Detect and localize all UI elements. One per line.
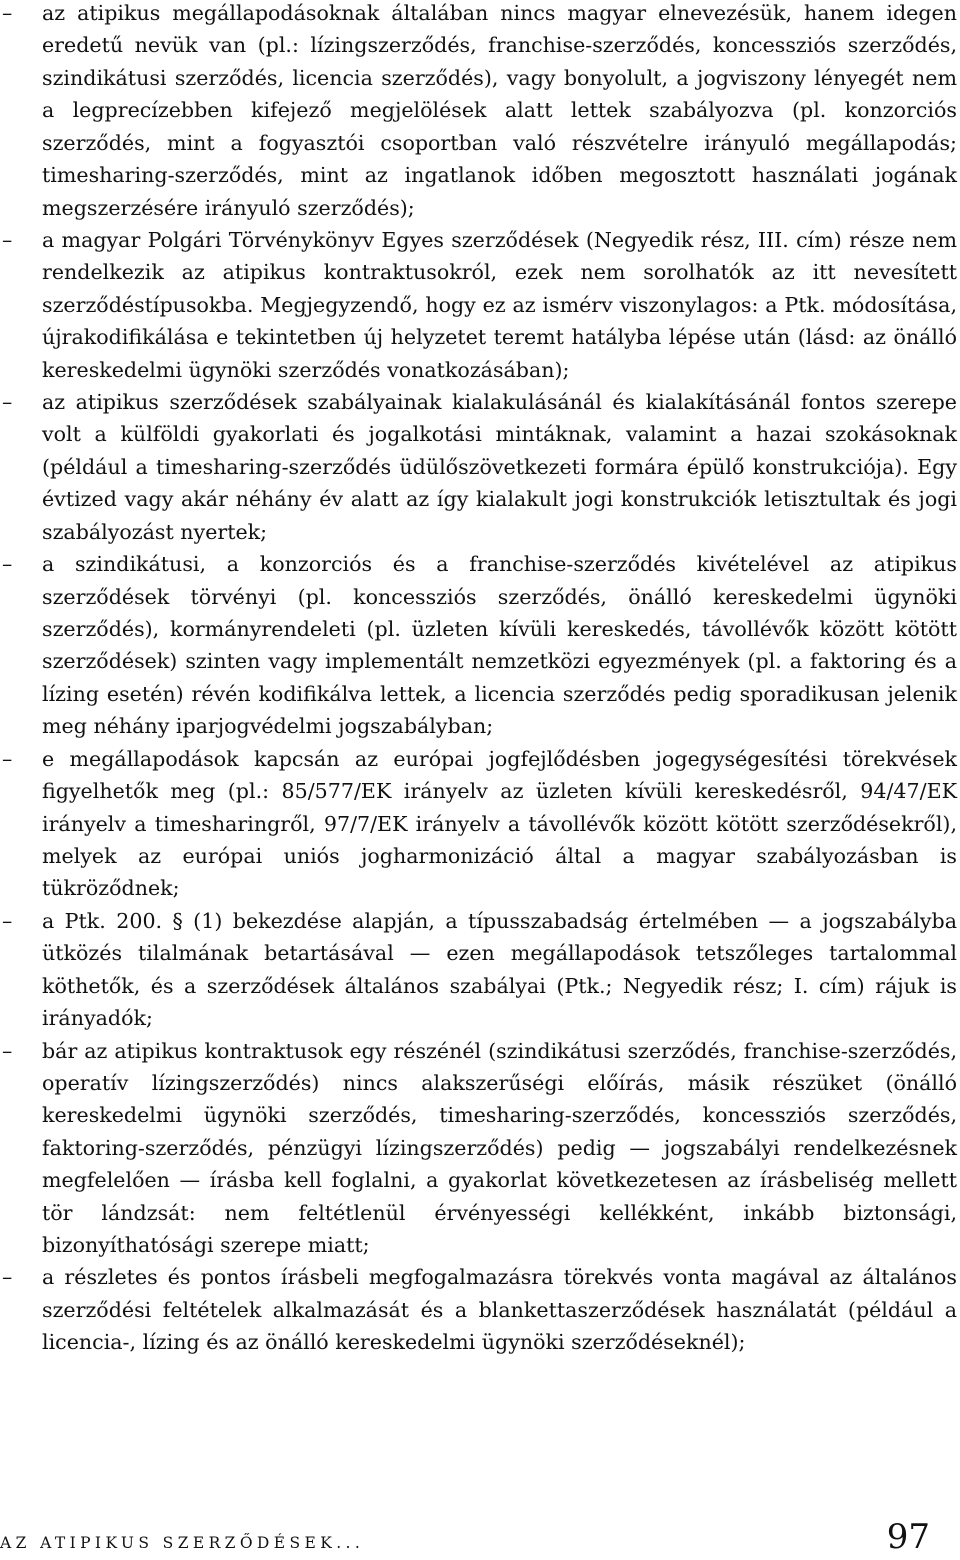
list-dash: – xyxy=(2,227,13,252)
list-item xyxy=(0,224,957,386)
list-dash: – xyxy=(2,746,13,771)
list-item-text: a Ptk. 200. § (1) bekezdése alapján, a típusszabadság értelmében — a jogszabályba ütközés tilalmának betartásával — ezen megállapodások tetszőleges tartalommal köthetők, és a szerződések általános szabályai (Ptk.; Negyedik rész; I. cím) rájuk is irányadók; xyxy=(42,908,957,1031)
page-footer xyxy=(0,1517,930,1560)
list-item xyxy=(0,905,957,1035)
list-dash: – xyxy=(2,1,13,25)
list-dash: – xyxy=(2,908,13,933)
list-item xyxy=(0,0,957,224)
list-item-text: a szindikátusi, a konzorciós és a franchise-szerződés kivételével az atipikus szerződések törvényi (pl. koncessziós szerződés, önálló kereskedelmi ügynöki szerződés), kormányrendeleti (pl. üzleten kívüli kereskedés, távollévők között kötött szerződések) szinten vagy implementált nemzetközi egyezmények (pl. a faktoring és a lízing esetén) révén kodifikálva lettek, a licencia szerződés pedig sporadikusan jelenik meg néhány iparjogvédelmi jogszabályban; xyxy=(42,552,957,739)
list-item xyxy=(0,386,957,548)
list-item-text: e megállapodások kapcsán az európai jogfejlődésben jogegységesítési törekvések figyelhetők meg (pl.: 85/577/EK irányelv az üzleten kívüli kereskedésről, 94/47/EK irányelv a timesharingről, 97/7/EK irányelv a távollévők között kötött szerződésekről), melyek az európai uniós jogharmonizáció által a magyar szabályozásban is tükröződnek; xyxy=(42,746,957,901)
list-dash: – xyxy=(2,552,13,577)
list-item xyxy=(0,1261,957,1358)
page-number: 97 xyxy=(886,1517,930,1557)
list-dash: – xyxy=(2,1038,13,1063)
list-item-text: a magyar Polgári Törvénykönyv Egyes szerződések (Negyedik rész, III. cím) része nem rendelkezik az atipikus kontraktusokról, ezek nem sorolhatók az itt nevesített szerződéstípusokba. Megjegyzendő, hogy ez az ismérv viszonylagos: a Ptk. módosítása, újrakodifikálása e tekintetben új helyzetet teremt hatályba lépése után (lásd: az önálló kereskedelmi ügynöki szerződés vonatkozásában); xyxy=(42,227,957,382)
list-item-text: az atipikus szerződések szabályainak kialakulásánál és kialakításánál fontos szerepe volt a külföldi gyakorlati és jogalkotási mintáknak, valamint a hazai szokásoknak (például a timesharing-szerződés üdülőszövetkezeti formára épülő konstrukciója). Egy évtized vagy akár néhány év alatt az így kialakult jogi konstrukciók letisztultak és jogi szabályozást nyertek; xyxy=(42,390,957,544)
running-title: AZ ATIPIKUS SZERZŐDÉSEK... xyxy=(0,1534,365,1552)
list-item xyxy=(0,743,957,905)
list-item-text: bár az atipikus kontraktusok egy részénél (szindikátusi szerződés, franchise-szerződés, operatív lízingszerződés) nincs alakszerűségi előírás, másik részüket (önálló kereskedelmi ügynöki szerződés, timesharing-szerződés, koncessziós szerződés, faktoring-szerződés, pénzügyi lízingszerződés) pedig — jogszabályi rendelkezésnek megfelelően — írásba kell foglalni, a gyakorlat következetesen az írásbeliség mellett tör lándzsát: nem feltétlenül érvényességi kellékként, inkább biztonsági, bizonyíthatósági szerepe miatt; xyxy=(42,1038,957,1258)
list-item xyxy=(0,1035,957,1262)
list-dash: – xyxy=(2,1265,13,1290)
list-dash: – xyxy=(2,390,13,415)
list-item xyxy=(0,548,957,743)
list-item-text: az atipikus megállapodásoknak általában nincs magyar elnevezésük, hanem idegen eredetű nevük van (pl.: lízingszerződés, franchise-szerződés, koncessziós szerződés, szindikátusi szerződés, licencia szerződés), vagy bonyolult, a jogviszony lényegét nem a legprecízebben kifejező megjelölések alatt lettek szabályozva (pl. konzorciós szerződés, mint a fogyasztói csoportban való részvételre irányuló megállapodás; timesharing-szerződés, mint az ingatlanok időben megosztott használati jogának megszerzésére irányuló szerződés); xyxy=(42,1,957,220)
list-item-text: a részletes és pontos írásbeli megfogalmazásra törekvés vonta magával az általános szerződési feltételek alkalmazását és a blankettaszerződések használatát (például a licencia-, lízing és az önálló kereskedelmi ügynöki szerződéseknél); xyxy=(42,1265,957,1355)
